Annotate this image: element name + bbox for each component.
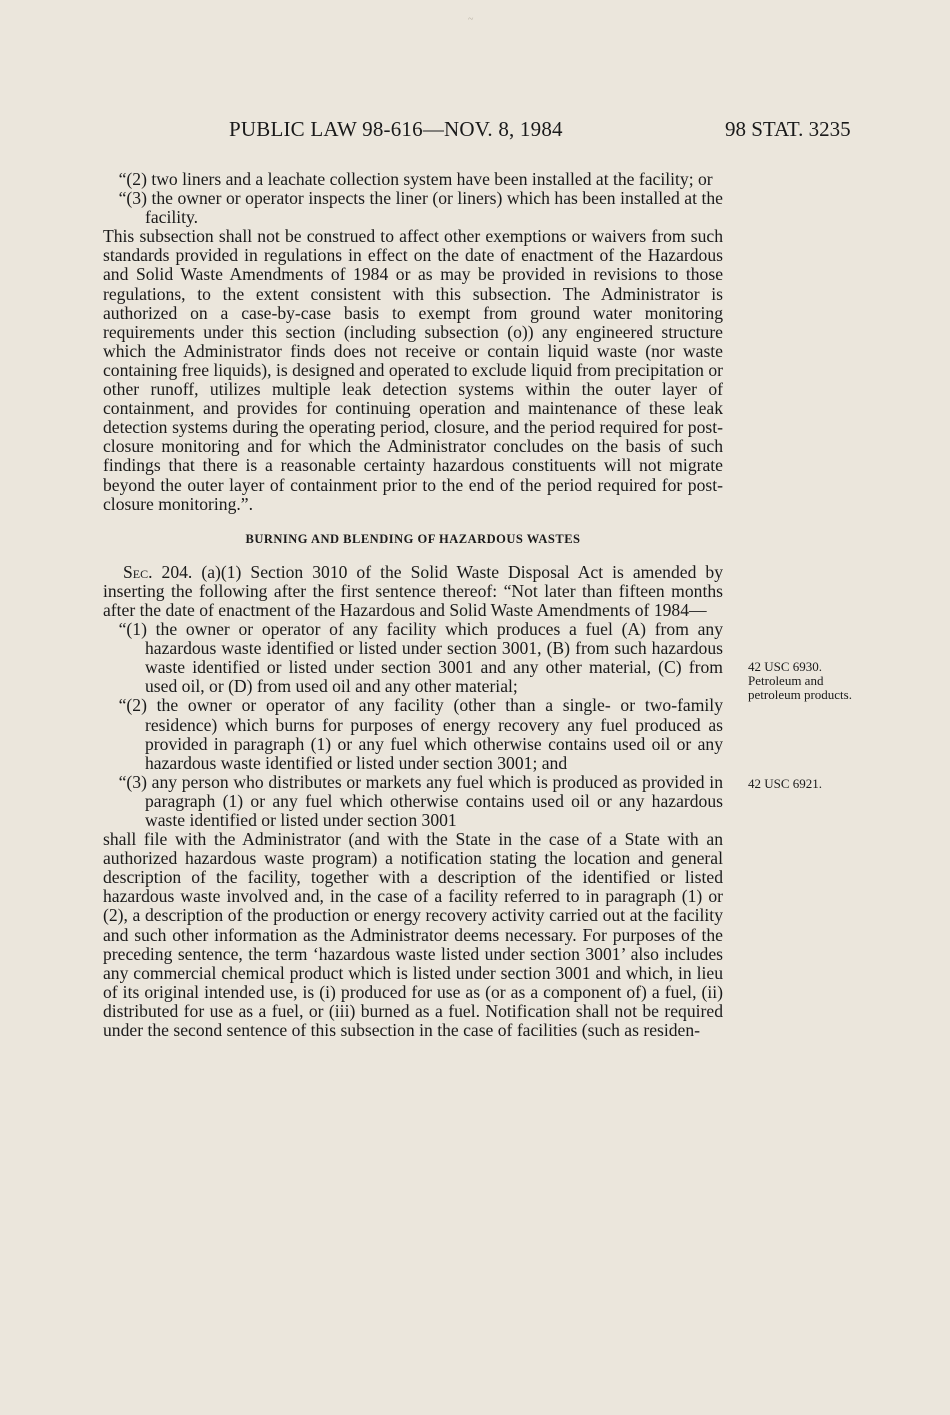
margin-note-usc: 42 USC 6930. bbox=[748, 659, 823, 674]
paragraph: This subsection shall not be construed to affect other exemptions or waivers from such standards provided in regulations in effect on the date of enactment of the Hazardous and Solid Waste Amendments of 1984 or as may be provided in revisions to those regulations, to the extent consistent with this subsection. The Administrator is authorized on a case-by-case basis to exempt from ground water monitoring requirements under this section (including subsection (o)) any engineered structure which the Administrator finds does not receive or contain liquid waste (nor waste containing free liquids), is designed and operated to exclude liquid from precipitation or other runoff, utilizes multiple leak detection systems within the outer layer of containment, and provides for continuing operation and maintenance of these leak detection systems during the operating period, closure, and the period required for post-closure monitoring and for which the Administrator concludes on the basis of such findings that there is a reasonable certainty hazardous constituents will not migrate beyond the outer layer of containment prior to the end of the period required for post-closure monitoring.”. bbox=[103, 226, 723, 514]
section-heading: BURNING AND BLENDING OF HAZARDOUS WASTES bbox=[245, 531, 581, 546]
body-text bbox=[103, 170, 723, 1040]
section-text: (a)(1) Section 3010 of the Solid Waste Disposal Act is amended by inserting the following after the first sentence thereof: “Not later than fifteen months after the date of enactment of the Hazardous and Solid Waste Amendments of 1984— bbox=[103, 561, 723, 620]
paragraph: shall file with the Administrator (and with the State in the case of a State with an authorized hazardous waste program) a notification stating the location and general description of the facility, together with a description of the identified or listed hazardous waste involved and, in the case of a facility referred to in paragraph (1) or (2), a description of the production or energy recovery activity carried out at the facility and such other information as the Administrator deems necessary. For purposes of the preceding sentence, the term ‘hazardous waste listed under section 3001’ also includes any commercial chemical product which is listed under section 3001 and which, in lieu of its original intended use, is (i) produced for use as (or as a component of) a fuel, (ii) distributed for use as a fuel, or (iii) burned as a fuel. Notification shall not be required under the second sentence of this subsection in the case of facilities (such as residen- bbox=[103, 829, 723, 1041]
list-item: “(2) two liners and a leachate collection system have been installed at the facility; or bbox=[118, 169, 713, 189]
section-label: Sec. 204. bbox=[123, 561, 193, 582]
section-paragraph bbox=[103, 563, 723, 620]
margin-note-citation bbox=[748, 660, 858, 702]
margin-note-citation: 42 USC 6921. bbox=[748, 776, 823, 791]
list-item: “(3) any person who distributes or markets any fuel which is produced as provided in paragraph (1) or any fuel which otherwise contains used oil or any hazardous waste identified or listed under section 3001 bbox=[118, 771, 723, 830]
margin-note-topic: Petroleum and petroleum products. bbox=[748, 673, 852, 702]
list-item: “(1) the owner or operator of any facility which produces a fuel (A) from any hazardous waste identified or listed under section 3001, (B) from such hazardous waste identified or listed under section 3001 and any other material, (C) from used oil, or (D) from used oil and any other material; bbox=[118, 619, 723, 697]
running-header-page-number: 98 STAT. 3235 bbox=[725, 117, 851, 141]
list-item: “(3) the owner or operator inspects the liner (or liners) which has been installed at the facility. bbox=[118, 188, 723, 228]
list-item: “(2) the owner or operator of any facility (other than a single- or two-family residence) which burns for purposes of energy recovery any fuel produced as provided in paragraph (1) or any fuel which otherwise contains used oil or any hazardous waste identified or listed under section 3001; and bbox=[118, 695, 723, 773]
running-header-title: PUBLIC LAW 98-616—NOV. 8, 1984 bbox=[229, 117, 563, 141]
scan-mark: ~ bbox=[468, 14, 474, 25]
